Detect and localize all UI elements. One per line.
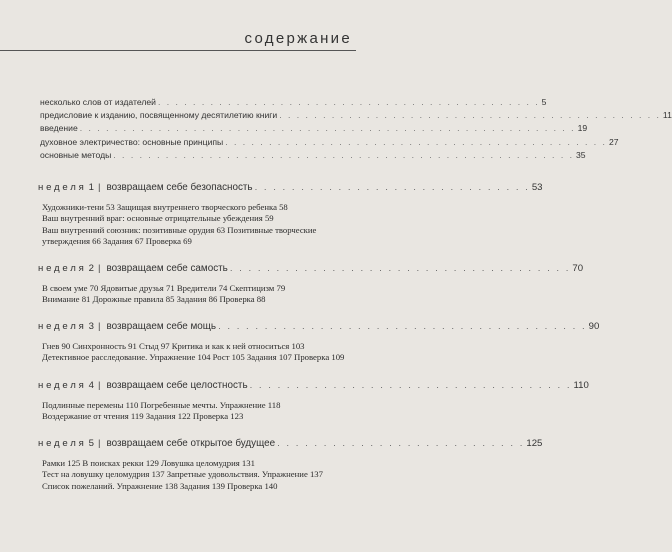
- week-subentries: [42, 341, 360, 364]
- week-number: 5: [88, 438, 94, 449]
- dot-leader: . . . . . . . . . . . . . . . . . . . . . . . . . . .: [277, 438, 525, 449]
- week-section-1: [38, 182, 543, 248]
- week-number: 3: [88, 321, 94, 332]
- week-number: 1: [88, 182, 94, 193]
- toc-entry-page: 19: [577, 123, 588, 134]
- subentry-line: утверждения 66 Задания 67 Проверка 69: [42, 236, 192, 247]
- dot-leader: . . . . . . . . . . . . . . . . . . . . . . . . . . . . . . . . . . . . . . . . . . . .: [157, 97, 540, 107]
- week-label: неделя: [38, 380, 87, 391]
- week-title: возвращаем себе целостность: [106, 380, 248, 391]
- dot-leader: . . . . . . . . . . . . . . . . . . . . . . . . . . . . . . . . . . . . . . . .: [218, 321, 587, 332]
- toc-entry-label: основные методы: [40, 149, 112, 160]
- toc-entry-label: несколько слов от издателей: [40, 97, 156, 107]
- week-separator: |: [97, 438, 101, 449]
- week-page: 70: [572, 263, 584, 274]
- week-heading: [38, 438, 543, 449]
- week-section-5: [38, 438, 543, 492]
- toc-entry-preface: [40, 109, 672, 122]
- dot-leader: . . . . . . . . . . . . . . . . . . . . . . . . . . . . . . . . . . . . .: [229, 263, 571, 274]
- week-title: возвращаем себе безопасность: [106, 182, 253, 193]
- week-subentries: [42, 458, 360, 492]
- week-title: возвращаем себе самость: [106, 263, 228, 274]
- week-subentries: [42, 400, 360, 423]
- toc-entry-page: 27: [608, 136, 619, 147]
- dot-leader: . . . . . . . . . . . . . . . . . . . . . . . . . . . . . . . . . . .: [249, 380, 572, 391]
- week-number: 2: [88, 263, 94, 274]
- subentry-line: В своем уме 70 Ядовитые друзья 71 Вредители 74 Скептицизм 79: [42, 283, 286, 293]
- toc-entry-label: духовное электричество: основные принципы: [40, 136, 224, 147]
- toc-entry-publishers: [40, 96, 547, 109]
- week-number: 4: [88, 380, 94, 391]
- toc-entry-label: введение: [40, 123, 78, 134]
- toc-entry-basic-methods: [40, 149, 586, 162]
- subentry-line: Внимание 81 Дорожные правила 85 Задания 86 Проверка 88: [42, 294, 266, 305]
- dot-leader: . . . . . . . . . . . . . . . . . . . . . . . . . . . . . . . . . . . . . . . . . . . . . . . . . . . . . . . . .: [79, 123, 576, 134]
- dot-leader: . . . . . . . . . . . . . . . . . . . . . . . . . . . . . . . . . . . . . . . . . . . . . . . . . . . . .: [113, 149, 574, 160]
- subentry-line: Гнев 90 Синхронность 91 Стыд 97 Критика и как к ней относиться 103: [42, 341, 305, 351]
- week-page: 125: [526, 438, 543, 449]
- week-page: 90: [588, 321, 600, 332]
- week-subentries: [42, 202, 360, 248]
- week-page: 53: [531, 182, 543, 193]
- toc-entry-label: предисловие к изданию, посвященному десятилетию книги: [40, 110, 278, 121]
- dot-leader: . . . . . . . . . . . . . . . . . . . . . . . . . . . . . . . . . . . . . . . . . . . .: [225, 136, 607, 147]
- page-title: содержание: [244, 30, 352, 47]
- subentry-line: Детективное расследование. Упражнение 104 Рост 105 Задания 107 Проверка 109: [42, 352, 345, 363]
- week-separator: |: [97, 380, 101, 391]
- subentry-line: Тест на ловушку целомудрия 137 Запретные удовольствия. Упражнение 137: [42, 469, 323, 480]
- subentry-line: Подлинные перемены 110 Погребенные мечты. Упражнение 118: [42, 400, 281, 410]
- intro-entries: [40, 96, 672, 162]
- week-heading: [38, 182, 543, 193]
- subentry-line: Список пожеланий. Упражнение 138 Задания 139 Проверка 140: [42, 480, 278, 491]
- week-label: неделя: [38, 182, 87, 193]
- dot-leader: . . . . . . . . . . . . . . . . . . . . . . . . . . . . . . . . . . . . . . . . . . . .: [279, 110, 661, 121]
- toc-entry-page: 11: [662, 110, 672, 121]
- subentry-line: Ваш внутренний враг: основные отрицательные убеждения 59: [42, 213, 274, 224]
- week-separator: |: [97, 182, 101, 193]
- toc-entry-page: 5: [541, 97, 547, 107]
- week-subentries: [42, 283, 360, 306]
- week-label: неделя: [38, 438, 87, 449]
- week-label: неделя: [38, 321, 87, 332]
- dot-leader: . . . . . . . . . . . . . . . . . . . . . . . . . . . . . .: [254, 182, 530, 193]
- week-page: 110: [573, 380, 589, 391]
- week-separator: |: [97, 263, 101, 274]
- subentry-line: Ваш внутренний союзник: позитивные орудия 63 Позитивные творческие: [42, 224, 317, 235]
- subentry-line: Воздержание от чтения 119 Задания 122 Проверка 123: [42, 411, 244, 422]
- toc-entry-spiritual-electricity: [40, 136, 619, 149]
- week-separator: |: [97, 321, 101, 332]
- week-heading: [38, 380, 589, 391]
- week-heading: [38, 263, 584, 274]
- week-section-3: [38, 321, 600, 364]
- week-section-4: [38, 380, 589, 423]
- week-title: возвращаем себе открытое будущее: [106, 438, 276, 449]
- week-title: возвращаем себе мощь: [106, 321, 217, 332]
- week-label: неделя: [38, 263, 87, 274]
- subentry-line: Рамки 125 В поисках рекки 129 Ловушка целомудрия 131: [42, 458, 255, 468]
- header-divider: [0, 50, 356, 51]
- week-heading: [38, 321, 600, 332]
- toc-entry-page: 35: [575, 149, 586, 160]
- week-section-2: [38, 263, 584, 306]
- toc-entry-introduction: [40, 122, 588, 135]
- subentry-line: Художники-тени 53 Защищая внутреннего творческого ребенка 58: [42, 202, 288, 212]
